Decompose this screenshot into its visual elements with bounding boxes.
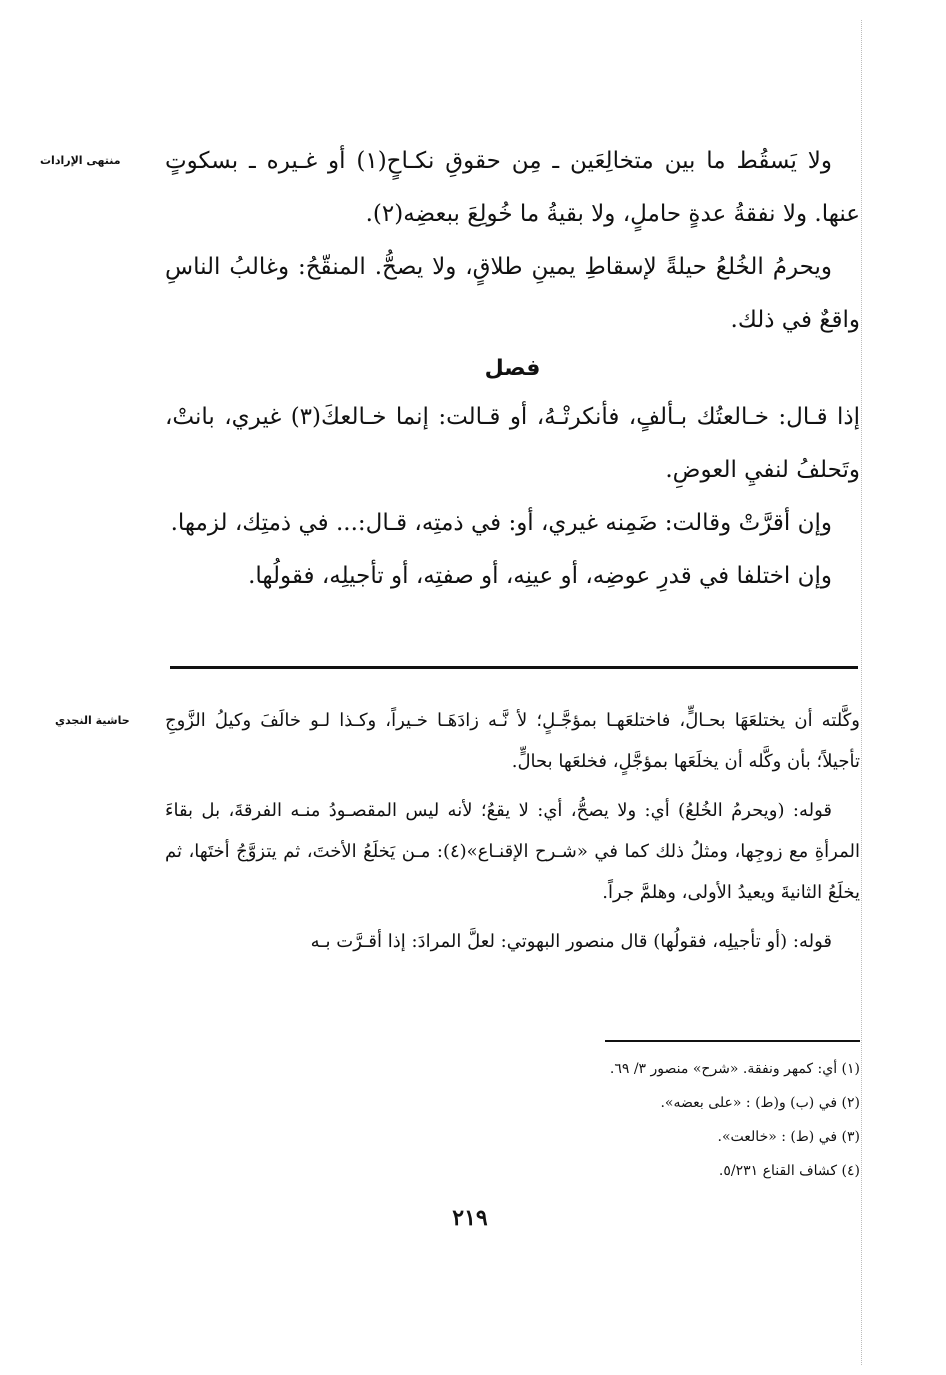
footnote-item: (٣) في (ط) : «خالعت». <box>717 1129 860 1145</box>
main-paragraph: إذا قـال: خـالعتُك بـألفٍ، فأنكرتْـهُ، أو قـالت: إنما خـالعكَ(٣) غيري، بانتْ، وتَحلفُ لنفيِ العوضِ. <box>165 404 860 483</box>
footnote-item: (١) أي: كمهر ونفقة. «شرح» منصور ٣/ ٦٩. <box>609 1061 860 1077</box>
main-paragraph: وإن أقرَّتْ وقالت: ضَمِنه غيري، أو: في ذمتِه، قـال:... في ذمتِك، لزمها. <box>170 510 832 536</box>
commentary-paragraph: قوله: (ويحرمُ الخُلعُ) أي: ولا يصحُّ، أي: لا يقعُ؛ لأنه ليس المقصـودُ منـه الفرقةَ، بل بقاءَ المرأةِ مع زوجِها، ومثلُ ذلك كما في «شـرح الإقنـاع»(٤): مـن يَخلَعُ الأختَ، ثم يتزوَّجُ أختَها، ثم يخلَعُ الثانيةَ ويعيدُ الأولى، وهلمَّ جراً. <box>165 800 860 903</box>
main-paragraph: ويحرمُ الخُلعُ حيلةً لإسقاطِ يمينِ طلاقٍ، ولا يصحُّ. المنقّحُ: وغالبُ الناسِ واقعٌ في ذلك. <box>165 254 860 333</box>
text-separator-rule <box>170 666 858 669</box>
page-edge-line <box>861 20 862 1365</box>
footnote-separator-rule <box>605 1040 860 1042</box>
footnotes <box>400 1052 860 1188</box>
main-paragraph: وإن اختلفا في قدرِ عوضِه، أو عينِه، أو صفتِه، أو تأجيلِه، فقولُها. <box>248 563 832 589</box>
commentary-paragraph: وكَّلته أن يختلعَهَا بحـالٍّ، فاختلعَهـا بمؤجَّـلٍ؛ لأ نَّـه زادَهَـا خـيراً، وكـذا لـو خالَفَ وكيلُ الزَّوجِ تأجيلاً؛ بأن وكَّله أن يخلَعَها بمؤجَّلٍ، فخلعَها بحالٍّ. <box>165 710 860 772</box>
section-heading: فصل <box>484 356 541 381</box>
main-text <box>165 135 860 603</box>
footnote-item: (٢) في (ب) و(ط) : «على بعضه». <box>660 1095 860 1111</box>
margin-label-commentary: حاشية النجدي <box>55 714 130 727</box>
footnote-item: (٤) كشاف القناع ٥/٢٣١. <box>718 1163 860 1179</box>
margin-label-main-text: منتهى الإرادات <box>40 154 121 167</box>
page-number: ٢١٩ <box>452 1205 488 1231</box>
commentary-paragraph: قوله: (أو تأجيلِه، فقولُها) قال منصور البهوتي: لعلَّ المرادَ: إذا أقـرَّت بـه <box>310 931 832 952</box>
main-paragraph: ولا يَسقُط ما بين متخالِعَين ـ مِن حقوقِ نكـاحٍ(١) أو غـيره ـ بسكوتٍ عنها. ولا نفقةُ عدةٍ حاملٍ، ولا بقيةُ ما خُولِعَ ببعضِه(٢). <box>165 148 860 227</box>
commentary-text <box>165 700 860 962</box>
